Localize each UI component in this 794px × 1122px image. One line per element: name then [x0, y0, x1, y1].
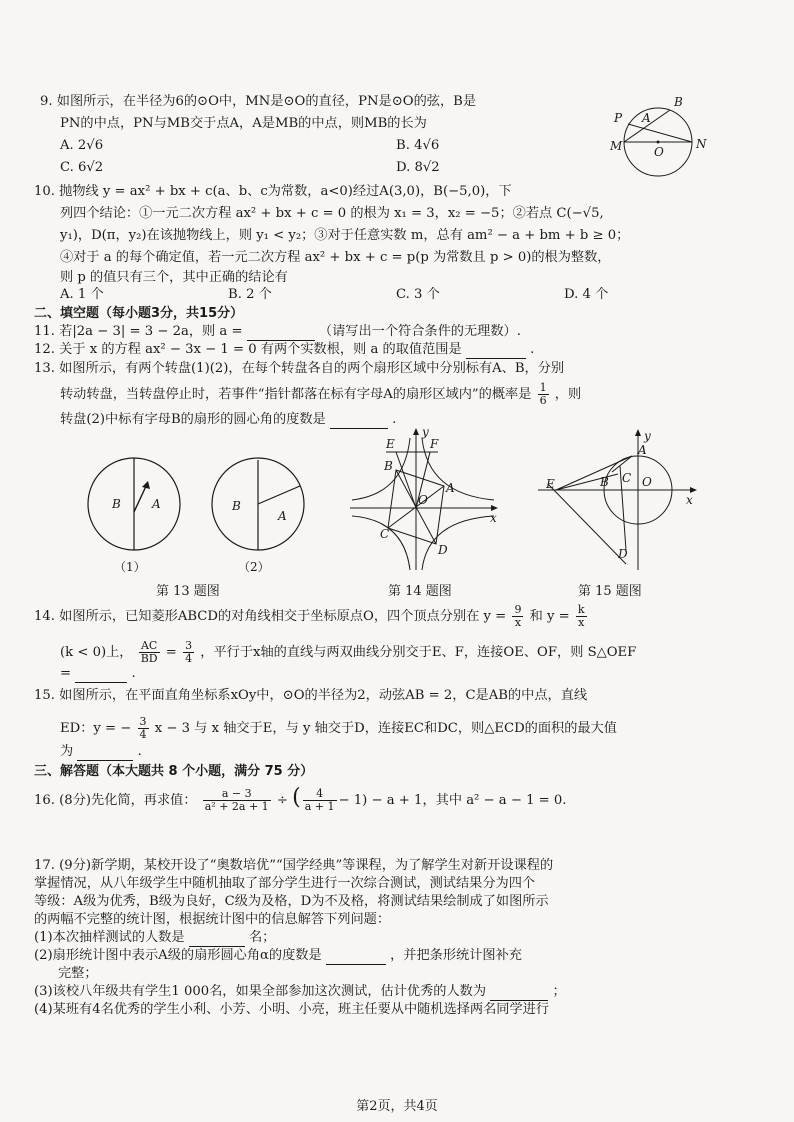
- caption-figure-14: 第 14 题图: [388, 584, 452, 599]
- q17-sub3-end: ；: [552, 984, 566, 999]
- q11: [34, 322, 521, 341]
- fig14-label-x: x: [490, 511, 497, 525]
- q16-paren-open: (: [292, 785, 301, 810]
- q14-frac-kx: [576, 604, 587, 629]
- q14-f4-den: 4: [185, 652, 193, 665]
- q16-frac-1: [203, 788, 271, 813]
- q13-probability-fraction: [538, 382, 549, 407]
- q14-f1-den: x: [514, 616, 522, 629]
- q16-div: ÷: [276, 793, 288, 808]
- q17-sub2-blank[interactable]: [326, 950, 386, 965]
- q15-line3: [60, 742, 142, 761]
- spinner-1-label-b: B: [112, 497, 121, 511]
- fig14-hyperbola-q2: [352, 438, 410, 500]
- q15-f1-den: 4: [139, 728, 147, 741]
- q12-text: 12. 关于 x 的方程 ax² − 3x − 1 = 0 有两个实数根，则 a 的取值范围是: [34, 342, 462, 357]
- q14-f1-num: 9: [514, 603, 522, 616]
- caption-figure-13: 第 13 题图: [156, 584, 220, 599]
- q14-line1-text: 14. 如图所示，已知菱形ABCD的对角线相交于坐标原点O，四个顶点分别在 y =: [34, 609, 507, 624]
- q9-option-a: A. 2√6: [60, 138, 104, 153]
- q14-frac-3-4: [183, 640, 194, 665]
- q17-sub3: [34, 982, 566, 1001]
- q17-sub4: (4)某班有4名优秀的学生小利、小芳、小明、小亮，班主任要从中随机选择两名同学进行: [34, 1002, 550, 1017]
- q14-frac-9x: [512, 604, 523, 629]
- q14-figure: [346, 424, 502, 574]
- q14-equals: =: [60, 666, 72, 681]
- q14-line3: [60, 664, 136, 683]
- q17-sub1-blank[interactable]: [189, 932, 245, 947]
- q14-line1: [34, 604, 589, 629]
- q9-line2: PN的中点，PN与MB交于点A，A是MB的中点，则MB的长为: [60, 116, 427, 131]
- q9-label-a: A: [642, 111, 651, 125]
- q16-paren-close: − 1): [338, 793, 368, 808]
- q17-sub3-text: (3)该校八年级共有学生1 000名，如果全部参加这次测试，估计优秀的人数为: [34, 984, 487, 999]
- q13-line1: 13. 如图所示，有两个转盘(1)(2)，在每个转盘各自的两个扇形区域中分别标有A、B，分别: [34, 361, 565, 376]
- q16-f1-num: a − 3: [203, 788, 271, 801]
- q13-spinner-1: [84, 446, 184, 576]
- q13-spinner-2: [208, 446, 308, 576]
- q13-line2-end: ，则: [554, 387, 582, 402]
- fig15-label-c: C: [622, 471, 632, 485]
- q10-option-c: C. 3 个: [396, 287, 440, 302]
- q9-label-o: O: [654, 145, 664, 159]
- fig14-label-c: C: [380, 527, 390, 541]
- q9-center-dot: [657, 141, 660, 144]
- fig14-label-o: O: [418, 493, 428, 507]
- q9-option-d: D. 8√2: [396, 160, 440, 175]
- q11-answer-blank[interactable]: [247, 326, 315, 341]
- q11-text: 11. 若|2a − 3| = 3 − 2a，则 a =: [34, 324, 243, 339]
- q17-line3: 等级：A级为优秀，B级为良好，C级为及格，D为不及格，将测试结果绘制成了如图所示: [34, 894, 549, 909]
- q14-mid: 和 y =: [529, 609, 570, 624]
- q16-tail: − a + 1，其中 a² − a − 1 = 0.: [371, 793, 567, 808]
- fig14-label-y: y: [422, 425, 429, 439]
- fig14-label-b: B: [384, 459, 393, 473]
- q15-line2-end: x − 3 与 x 轴交于E，与 y 轴交于D，连接EC和DC，则△ECD的面积的最大值: [154, 721, 617, 736]
- q15-line3-end: .: [137, 744, 142, 759]
- q17-sub1: [34, 928, 275, 947]
- q15-answer-blank[interactable]: [77, 746, 133, 761]
- fig15-label-b: B: [600, 475, 609, 489]
- q9-label-p: P: [614, 111, 623, 125]
- q15-line2-text: ED：y = −: [60, 721, 132, 736]
- q15-line2: [60, 716, 617, 741]
- spinner-1-caption: （1）: [114, 560, 146, 574]
- q15-frac-3-4: [138, 716, 149, 741]
- q15-figure: [534, 424, 702, 574]
- spinner-1-pointer: [134, 484, 147, 512]
- q17-sub2-end: ，并把条形统计图补充: [390, 948, 522, 963]
- q9-label-b: B: [674, 95, 683, 109]
- fig15-line-ed: [548, 484, 626, 564]
- fig15-label-e: E: [546, 477, 555, 491]
- section-3-heading: 三、解答题（本大题共 8 个小题，满分 75 分）: [34, 764, 314, 779]
- q14-f2-den: x: [578, 616, 585, 629]
- q17-line1: 17. (9分)新学期，某校开设了“奥数培优”“国学经典”等课程，为了解学生对新开设课程的: [34, 858, 554, 873]
- q14-line2: [60, 640, 636, 665]
- q10-line3: y₁)，D(π，y₂)在该抛物线上，则 y₁ < y₂；③对于任意实数 m，总有 am² − a + bm + b ≥ 0；: [60, 228, 630, 243]
- q10-line4: ④对于 a 的每个确定值，若一元二次方程 ax² + bx + c = p(p 为常数且 p > 0)的根为整数，: [60, 250, 611, 265]
- q9-line1: 9. 如图所示，在半径为6的⊙O中，MN是⊙O的直径，PN是⊙O的弦，B是: [40, 94, 477, 109]
- q14-f4-num: 3: [185, 639, 193, 652]
- q13-line3-text: 转盘(2)中标有字母B的扇形的圆心角的度数是: [60, 412, 326, 427]
- spinner-2-caption: （2）: [238, 560, 270, 574]
- fig14-label-e: E: [386, 437, 395, 451]
- q9-label-m: M: [610, 139, 623, 153]
- q16-f2-den: a + 1: [304, 800, 335, 813]
- q15-f1-num: 3: [139, 715, 147, 728]
- q14-line2-text: (k < 0)上，: [60, 645, 133, 660]
- q9-option-b: B. 4√6: [396, 138, 440, 153]
- q12-end: .: [530, 342, 535, 357]
- q11-note: （请写出一个符合条件的无理数）.: [318, 324, 521, 339]
- q10-line1: 10. 抛物线 y = ax² + bx + c(a、b、c为常数，a<0)经过A(3,0)，B(−5,0)，下: [34, 184, 512, 199]
- q14-answer-blank[interactable]: [75, 668, 127, 683]
- fig15-label-x: x: [686, 493, 693, 507]
- q14-eq: =: [165, 645, 177, 660]
- q14-line3-end: .: [131, 666, 136, 681]
- q17-sub1-text: (1)本次抽样测试的人数是: [34, 930, 185, 945]
- q17-sub2-text: (2)扇形统计图中表示A级的扇形圆心角α的度数是: [34, 948, 322, 963]
- fig14-hyperbola-q3: [352, 516, 410, 570]
- q13-line3-end: .: [392, 412, 397, 427]
- section-2-heading: 二、填空题（每小题3分，共15分）: [34, 306, 244, 321]
- q17-sub2: [34, 946, 522, 965]
- q15-line1: 15. 如图所示，在平面直角坐标系xOy中，⊙O的半径为2，动弦AB = 2，C是AB的中点，直线: [34, 688, 588, 703]
- q13-frac-num: 1: [539, 381, 547, 394]
- q10-option-d: D. 4 个: [564, 287, 609, 302]
- q10-line2: 列四个结论：①一元二次方程 ax² + bx + c = 0 的根为 x₁ = 3，x₂ = −5；②若点 C(−√5,: [60, 206, 604, 221]
- q13-line2: [60, 382, 581, 407]
- q17-sub3-blank[interactable]: [490, 986, 548, 1001]
- q17-sub1-end: 名；: [248, 930, 276, 945]
- fig15-label-y: y: [644, 429, 651, 443]
- q9-figure: [598, 92, 718, 182]
- q13-frac-den: 6: [539, 394, 547, 407]
- q10-option-b: B. 2 个: [228, 287, 272, 302]
- fig14-label-f: F: [430, 437, 439, 451]
- spinner-2-label-b: B: [232, 499, 241, 513]
- page-footer: 第2页，共4页: [356, 1099, 438, 1114]
- q9-option-c: C. 6√2: [60, 160, 104, 175]
- q15-wei: 为: [60, 744, 74, 759]
- q17-sub2-line2: 完整；: [58, 966, 98, 981]
- spinner-2-label-a: A: [278, 509, 287, 523]
- fig15-label-o: O: [642, 475, 652, 489]
- fig15-label-d: D: [618, 547, 628, 561]
- q16-text: 16. (8分)先化简，再求值：: [34, 793, 197, 808]
- q10-option-a: A. 1 个: [60, 287, 104, 302]
- q14-f3-num: AC: [139, 640, 160, 653]
- fig14-label-d: D: [438, 543, 448, 557]
- q13-line2-text: 转动转盘，当转盘停止时，若事件“指针都落在标有字母A的扇形区域内”的概率是: [60, 387, 532, 402]
- q16-frac-2: [303, 788, 337, 813]
- spinner-1-label-a: A: [152, 497, 161, 511]
- q17-line2: 掌握情况，从八年级学生中随机抽取了部分学生进行一次综合测试，测试结果分为四个: [34, 876, 536, 891]
- q10-line5: 则 p 的值只有三个，其中正确的结论有: [60, 270, 288, 285]
- q14-f2-num: k: [577, 603, 585, 616]
- q12: [34, 340, 534, 359]
- caption-figure-15: 第 15 题图: [578, 584, 642, 599]
- q14-line2-end: ，平行于x轴的直线与两双曲线分别交于E、F，连接OE、OF，则 S△OEF: [200, 645, 637, 660]
- fig15-label-a: A: [638, 443, 647, 457]
- q17-line4: 的两幅不完整的统计图，根据统计图中的信息解答下列问题：: [34, 912, 391, 927]
- q16-f2-num: 4: [303, 788, 337, 801]
- q9-label-n: N: [696, 137, 707, 151]
- q16-f1-den: a² + 2a + 1: [204, 800, 269, 813]
- q12-answer-blank[interactable]: [466, 344, 526, 359]
- q14-frac-ac-bd: [139, 640, 160, 665]
- q14-f3-den: BD: [140, 652, 158, 665]
- q16: [34, 785, 567, 813]
- fig14-label-a: A: [446, 481, 455, 495]
